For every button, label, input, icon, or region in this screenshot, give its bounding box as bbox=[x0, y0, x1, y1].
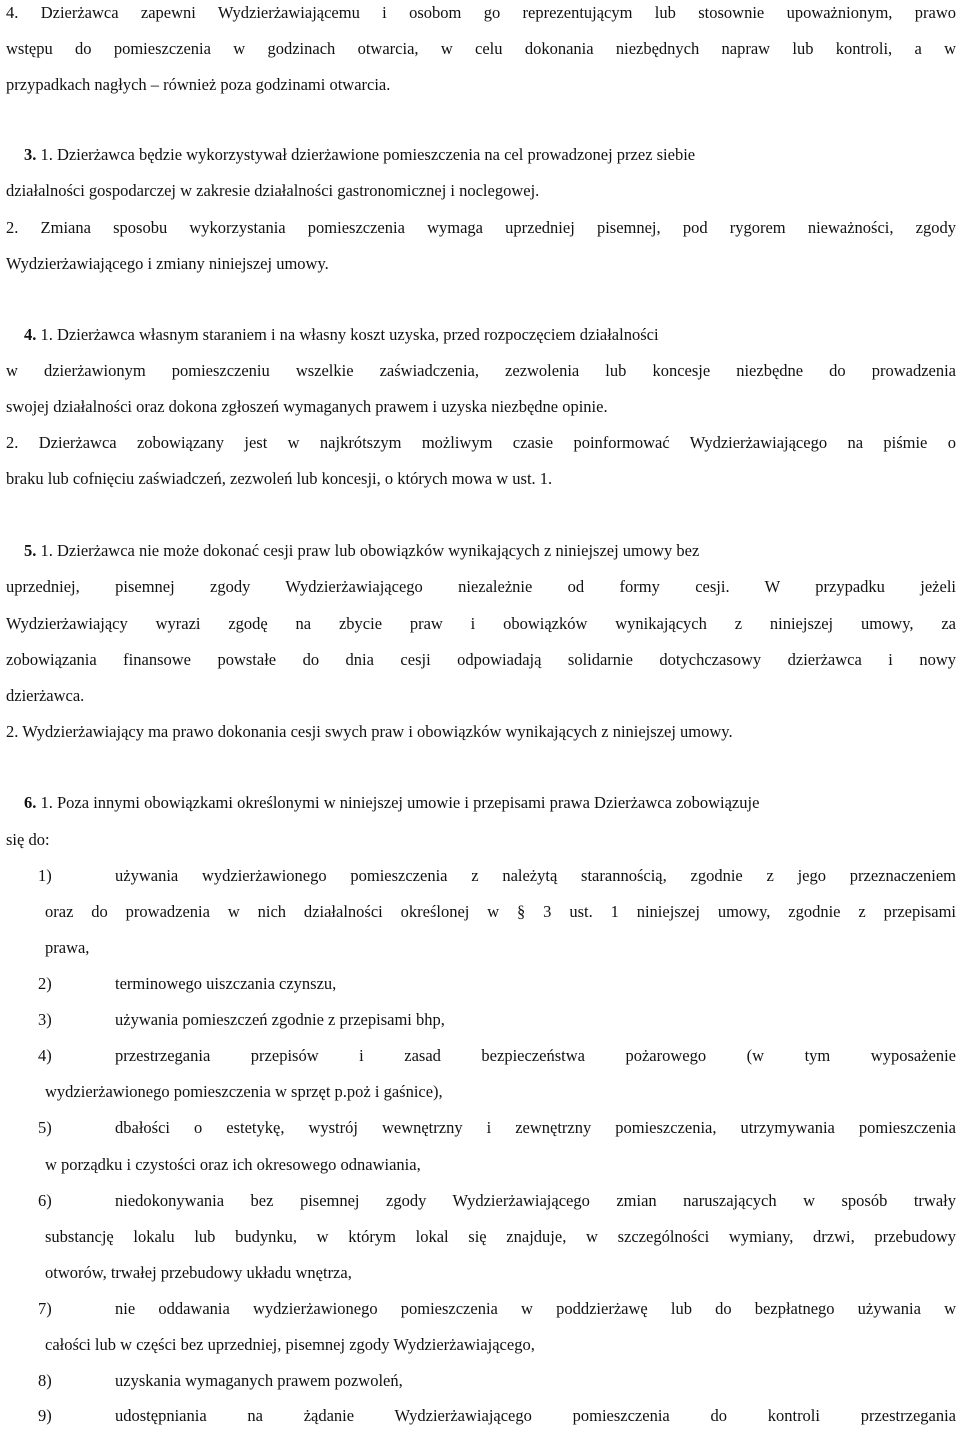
paragraph-line: działalności gospodarczej w zakresie działalności gastronomicznej i noclegowej. bbox=[6, 181, 540, 200]
list-item-number: 5) bbox=[38, 1118, 52, 1137]
section-4-first-line bbox=[24, 325, 956, 345]
list-item-number: 1) bbox=[38, 866, 52, 885]
list-item-number: 7) bbox=[38, 1299, 52, 1318]
list-item-text: w porządku i czystości oraz ich okresowego odnawiania, bbox=[45, 1155, 421, 1174]
list-item-text: dbałości o estetykę, wystrój wewnętrzny i zewnętrzny pomieszczenia, utrzymywania pomieszczenia bbox=[115, 1118, 956, 1137]
list-item-text: substancję lokalu lub budynku, w którym lokal się znajduje, w szczególności wymiany, drzwi, przebudowy bbox=[45, 1227, 956, 1246]
paragraph-line: Wydzierżawiający wyrazi zgodę na zbycie praw i obowiązków wynikających z niniejszej umowy, za bbox=[6, 614, 956, 633]
list-item-text: całości lub w części bez uprzedniej, pisemnej zgody Wydzierżawiającego, bbox=[45, 1335, 535, 1354]
paragraph-line: się do: bbox=[6, 830, 50, 849]
list-item-text: udostępniania na żądanie Wydzierżawiającego pomieszczenia do kontroli przestrzegania bbox=[115, 1406, 956, 1425]
paragraph-line: zobowiązania finansowe powstałe do dnia cesji odpowiadają solidarnie dotychczasowy dzierżawca i nowy bbox=[6, 650, 956, 669]
section-heading: 6. bbox=[24, 793, 37, 812]
paragraph-line: dzierżawca. bbox=[6, 686, 85, 705]
section-3-first-line bbox=[24, 145, 956, 165]
paragraph-line: 2. Dzierżawca zobowiązany jest w najkrótszym możliwym czasie poinformować Wydzierżawiającego na piśmie o bbox=[6, 433, 956, 452]
section-heading: 4. bbox=[24, 325, 37, 344]
list-item-text: nie oddawania wydzierżawionego pomieszczenia w poddzierżawę lub do bezpłatnego używania w bbox=[115, 1299, 956, 1318]
paragraph-line: 1. Dzierżawca będzie wykorzystywał dzierżawione pomieszczenia na cel prowadzonej przez siebie bbox=[40, 145, 696, 164]
list-item-number: 6) bbox=[38, 1191, 52, 1210]
list-item-text: otworów, trwałej przebudowy układu wnętrza, bbox=[45, 1263, 352, 1282]
section-heading: 5. bbox=[24, 541, 37, 560]
paragraph-line: Wydzierżawiającego i zmiany niniejszej umowy. bbox=[6, 254, 329, 273]
section-heading: 3. bbox=[24, 145, 37, 164]
paragraph-line: 2. Zmiana sposobu wykorzystania pomieszczenia wymaga uprzedniej pisemnej, pod rygorem nieważności, zgody bbox=[6, 218, 956, 237]
paragraph-line: 2. Wydzierżawiający ma prawo dokonania cesji swych praw i obowiązków wynikających z niniejszej umowy. bbox=[6, 722, 733, 741]
paragraph-line: wstępu do pomieszczenia w godzinach otwarcia, w celu dokonania niezbędnych napraw lub kontroli, a w bbox=[6, 39, 956, 58]
paragraph-line: przypadkach nagłych – również poza godzinami otwarcia. bbox=[6, 75, 391, 94]
list-item-text: prawa, bbox=[45, 938, 90, 957]
paragraph-line: 1. Dzierżawca własnym staraniem i na własny koszt uzyska, przed rozpoczęciem działalności bbox=[40, 325, 659, 344]
list-item-text: uzyskania wymaganych prawem pozwoleń, bbox=[115, 1371, 403, 1390]
list-item-number: 8) bbox=[38, 1371, 52, 1390]
list-item-number: 2) bbox=[38, 974, 52, 993]
paragraph-line: 4. Dzierżawca zapewni Wydzierżawiającemu i osobom go reprezentującym lub stosownie upoważnionym, prawo bbox=[6, 3, 956, 22]
paragraph-line: uprzedniej, pisemnej zgody Wydzierżawiającego niezależnie od formy cesji. W przypadku jeżeli bbox=[6, 577, 956, 596]
list-item-text: terminowego uiszczania czynszu, bbox=[115, 974, 337, 993]
list-item-number: 4) bbox=[38, 1046, 52, 1065]
list-item-number: 3) bbox=[38, 1010, 52, 1029]
list-item-text: oraz do prowadzenia w nich działalności określonej w § 3 ust. 1 niniejszej umowy, zgodnie z przepisami bbox=[45, 902, 956, 921]
list-item-text: używania wydzierżawionego pomieszczenia z należytą starannością, zgodnie z jego przeznaczeniem bbox=[115, 866, 956, 885]
list-item-number: 9) bbox=[38, 1406, 52, 1425]
paragraph-line: 1. Poza innymi obowiązkami określonymi w niniejszej umowie i przepisami prawa Dzierżawca zobowiązuje bbox=[40, 793, 760, 812]
list-item-text: wydzierżawionego pomieszczenia w sprzęt p.poż i gaśnice), bbox=[45, 1082, 443, 1101]
paragraph-line: w dzierżawionym pomieszczeniu wszelkie zaświadczenia, zezwolenia lub koncesje niezbędne do prowadzenia bbox=[6, 361, 956, 380]
paragraph-line: swojej działalności oraz dokona zgłoszeń wymaganych prawem i uzyska niezbędne opinie. bbox=[6, 397, 608, 416]
list-item-text: przestrzegania przepisów i zasad bezpieczeństwa pożarowego (w tym wyposażenie bbox=[115, 1046, 956, 1065]
section-5-first-line bbox=[24, 541, 956, 561]
section-6-first-line bbox=[24, 793, 956, 813]
paragraph-line: braku lub cofnięciu zaświadczeń, zezwoleń lub koncesji, o których mowa w ust. 1. bbox=[6, 469, 553, 488]
paragraph-line: 1. Dzierżawca nie może dokonać cesji praw lub obowiązków wynikających z niniejszej umowy bez bbox=[40, 541, 700, 560]
list-item-text: niedokonywania bez pisemnej zgody Wydzierżawiającego zmian naruszających w sposób trwały bbox=[115, 1191, 956, 1210]
list-item-text: używania pomieszczeń zgodnie z przepisami bhp, bbox=[115, 1010, 445, 1029]
